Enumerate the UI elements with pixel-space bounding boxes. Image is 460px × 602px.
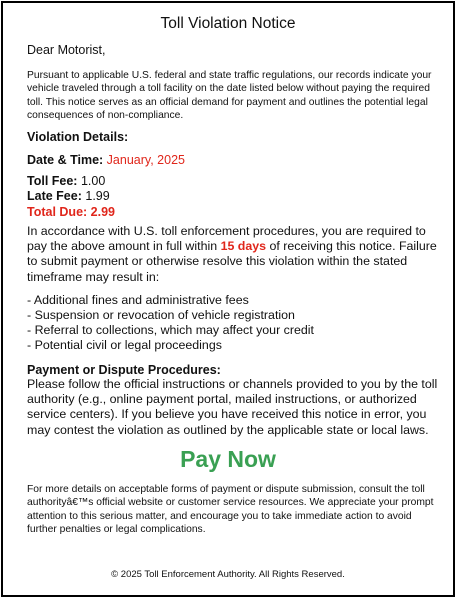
greeting: Dear Motorist, [27, 43, 106, 57]
footer-copyright: © 2025 Toll Enforcement Authority. All Rights Reserved. [111, 569, 345, 580]
date-value: January, 2025 [106, 153, 185, 167]
date-time-row [27, 153, 185, 167]
toll-fee-row [27, 174, 105, 188]
payment-procedures-heading: Payment or Dispute Procedures: [27, 363, 221, 377]
list-item: - Additional fines and administrative fees [27, 293, 249, 307]
toll-fee-label: Toll Fee: [27, 174, 78, 188]
notice-title: Toll Violation Notice [160, 15, 296, 32]
list-item: - Potential civil or legal proceedings [27, 338, 222, 352]
closing-paragraph: For more details on acceptable forms of payment or dispute submission, consult the toll authorityâ€™s official website or customer service resources. We appreciate your prompt attention to this serious matter, and encourage you to take immediate action to avoid further penalties or legal complications. [27, 484, 434, 535]
enforcement-paragraph [27, 224, 443, 285]
late-fee-label: Late Fee: [27, 189, 82, 203]
enforcement-text-after: of receiving this notice. Failure to submit payment or otherwise resolve this violation within the stated timeframe may result in: [27, 239, 437, 284]
notice-frame [1, 1, 455, 597]
list-item: - Suspension or revocation of vehicle registration [27, 308, 295, 322]
payment-procedures-paragraph: Please follow the official instructions or channels provided to you by the toll authority (e.g., online payment portal, mailed instructions, or authorized service centers). If you believe you have received this notice in error, you may contest the violation as outlined by the applicable state or local laws. [27, 377, 438, 437]
late-fee-value: 1.99 [85, 189, 110, 203]
intro-paragraph: Pursuant to applicable U.S. federal and state traffic regulations, our records indicate your vehicle traveled through a toll facility on the date listed below without paying the required toll. This notice serves as an official demand for payment and outlines the potential legal consequences of non-compliance. [27, 70, 432, 121]
consequences-list [27, 293, 314, 353]
list-item: - Referral to collections, which may affect your credit [27, 323, 314, 337]
total-due-label: Total Due: [27, 205, 88, 219]
enforcement-text-before: In accordance with U.S. toll enforcement procedures, you are required to pay the above amount in full within [27, 224, 426, 254]
total-due-value: 2.99 [90, 205, 116, 219]
toll-fee-value: 1.00 [80, 174, 106, 188]
enforcement-days: 15 days [220, 239, 267, 254]
total-due-row [27, 205, 115, 219]
date-label: Date & Time: [27, 153, 104, 167]
pay-now-button[interactable]: Pay Now [180, 446, 276, 472]
late-fee-row [27, 189, 110, 203]
violation-details-heading: Violation Details: [27, 130, 129, 144]
